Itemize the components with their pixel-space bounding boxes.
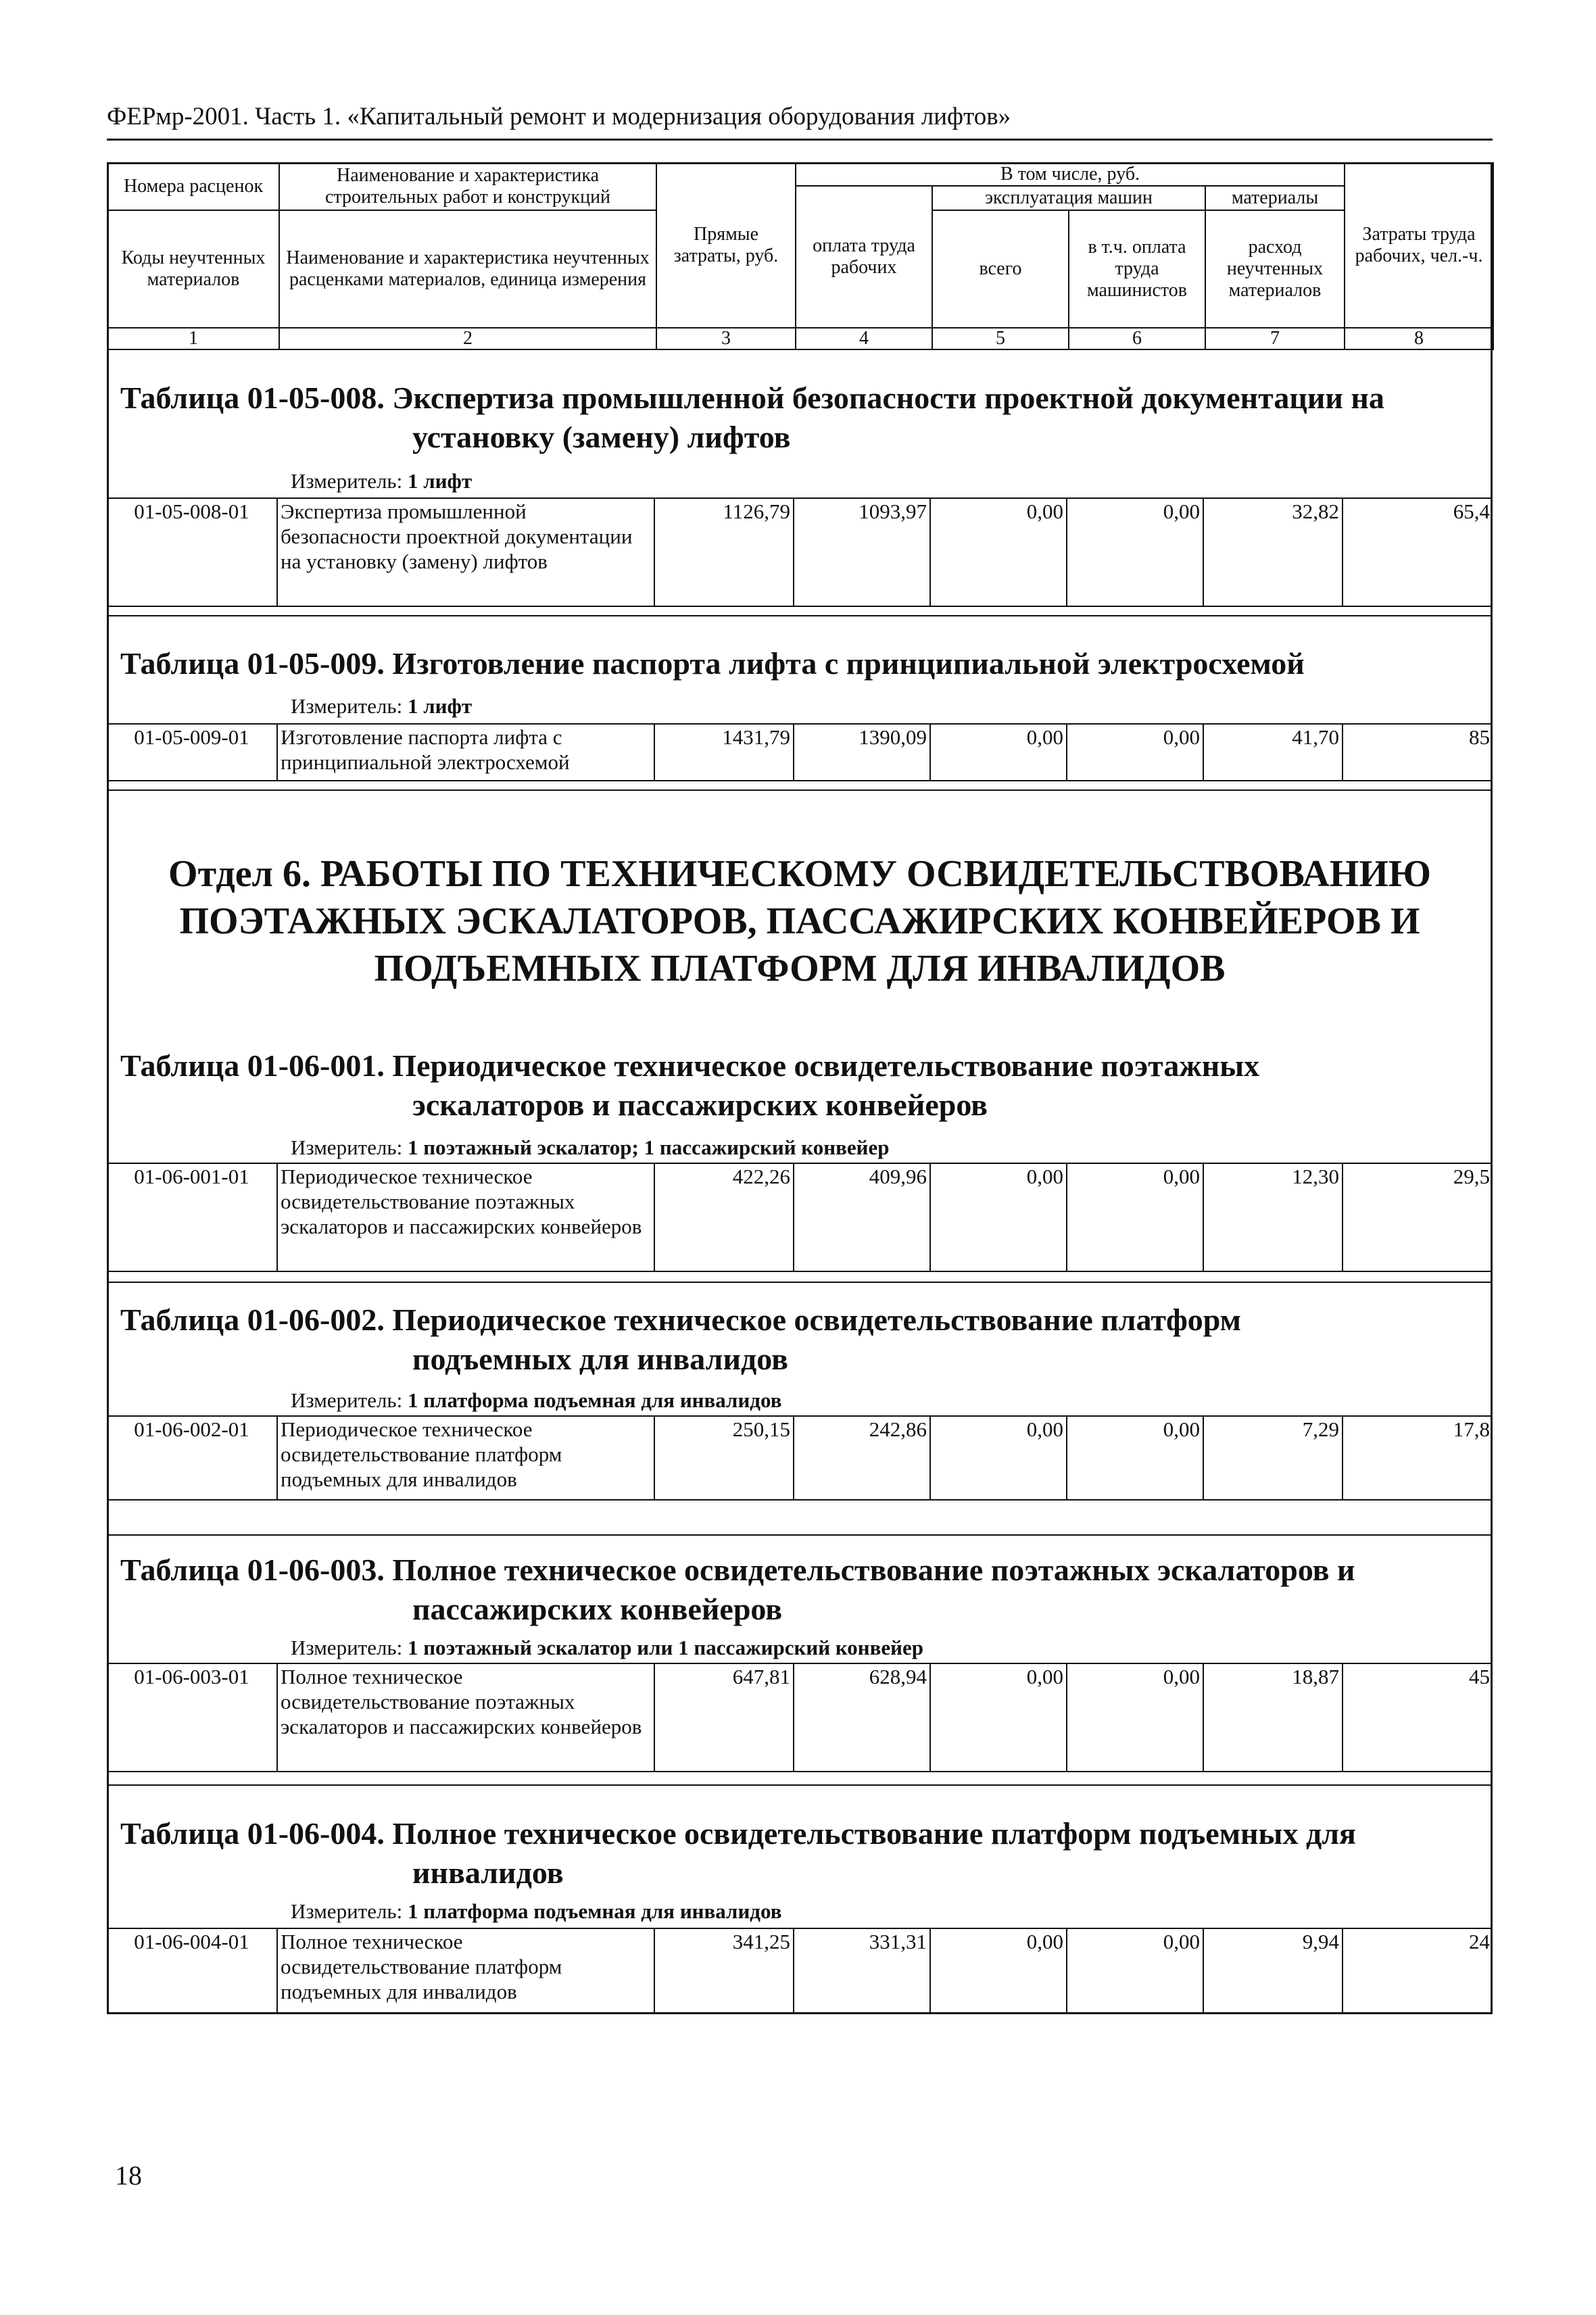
- row-machines-total: 0,00: [930, 498, 1067, 606]
- col8-header: Затраты труда рабочих, чел.-ч.: [1345, 163, 1493, 328]
- materials-header: материалы: [1205, 186, 1345, 210]
- row-machines-total: 0,00: [930, 1663, 1067, 1772]
- row-name: Периодическое техническое освидетельствование поэтажных эскалаторов и пассажирских конвейеров: [277, 1163, 654, 1271]
- separator: [107, 1784, 1493, 1786]
- row-machinists-pay: 0,00: [1067, 1163, 1203, 1271]
- running-header: ФЕРмр-2001. Часть 1. «Капитальный ремонт и модернизация оборудования лифтов»: [107, 103, 1011, 130]
- table-row: [107, 1928, 1493, 2014]
- section-heading: Отдел 6. РАБОТЫ ПО ТЕХНИЧЕСКОМУ ОСВИДЕТЕЛЬСТВОВАНИЮ ПОЭТАЖНЫХ ЭСКАЛАТОРОВ, ПАССАЖИРСКИХ КОНВЕЙЕРОВ И ПОДЪЕМНЫХ ПЛАТФОРМ ДЛЯ ИНВАЛИДОВ: [168, 853, 1431, 990]
- page-number: 18: [115, 2160, 142, 2191]
- measurer: Измеритель: 1 поэтажный эскалатор; 1 пассажирский конвейер: [291, 1136, 890, 1159]
- col1-top-header: Номера расценок: [107, 163, 279, 210]
- table-title: Таблица 01-05-008. Экспертиза промышленной безопасности проектной документации на установку (замену) лифтов: [120, 381, 1384, 454]
- table-title: Таблица 01-06-004. Полное техническое освидетельствование платформ подъемных для инвалидов: [120, 1816, 1356, 1890]
- col-number: 3: [656, 328, 796, 349]
- row-name: Периодическое техническое освидетельствование платформ подъемных для инвалидов: [277, 1416, 654, 1500]
- table-row: [107, 723, 1493, 781]
- row-code: 01-06-004-01: [107, 1928, 277, 2014]
- row-labor-pay: 331,31: [794, 1928, 930, 2014]
- row-labor-pay: 242,86: [794, 1416, 930, 1500]
- measurer: Измеритель: 1 платформа подъемная для инвалидов: [291, 1388, 782, 1412]
- row-name: Полное техническое освидетельствование платформ подъемных для инвалидов: [277, 1928, 654, 2014]
- measurer: Измеритель: 1 лифт: [291, 469, 473, 493]
- table-row: [107, 1163, 1493, 1272]
- row-name: Полное техническое освидетельствование поэтажных эскалаторов и пассажирских конвейеров: [277, 1663, 654, 1772]
- table-title: Таблица 01-06-001. Периодическое техническое освидетельствование поэтажных эскалаторов и пассажирских конвейеров: [120, 1048, 1260, 1122]
- table-row: [107, 1663, 1493, 1772]
- row-direct-cost: 647,81: [654, 1663, 794, 1772]
- col-number: 2: [279, 328, 656, 349]
- row-machines-total: 0,00: [930, 1416, 1067, 1500]
- machines-header: эксплуатация машин: [932, 186, 1205, 210]
- separator: [107, 1534, 1493, 1536]
- row-machines-total: 0,00: [930, 1928, 1067, 2014]
- col-number: 1: [107, 328, 279, 349]
- separator: [107, 1282, 1493, 1283]
- row-machinists-pay: 0,00: [1067, 724, 1203, 781]
- col7-header: расход неучтенных материалов: [1205, 210, 1345, 328]
- header-rule: [107, 139, 1493, 141]
- separator: [107, 615, 1493, 616]
- row-direct-cost: 250,15: [654, 1416, 794, 1500]
- col-number: 8: [1345, 328, 1493, 349]
- row-labor-hours: 29,5: [1343, 1163, 1493, 1271]
- group-header: В том числе, руб.: [796, 163, 1345, 186]
- table-title: Таблица 01-06-002. Периодическое техническое освидетельствование платформ подъемных для инвалидов: [120, 1302, 1241, 1376]
- row-code: 01-05-009-01: [107, 724, 277, 781]
- row-materials: 18,87: [1203, 1663, 1343, 1772]
- col-number: 4: [796, 328, 932, 349]
- row-code: 01-05-008-01: [107, 498, 277, 606]
- row-labor-hours: 45: [1343, 1663, 1493, 1772]
- row-direct-cost: 341,25: [654, 1928, 794, 2014]
- col1-bottom-header: Коды неучтенных материалов: [107, 210, 279, 328]
- row-labor-pay: 409,96: [794, 1163, 930, 1271]
- row-labor-hours: 85: [1343, 724, 1493, 781]
- row-labor-hours: 65,4: [1343, 498, 1493, 606]
- row-machinists-pay: 0,00: [1067, 1416, 1203, 1500]
- row-labor-hours: 24: [1343, 1928, 1493, 2014]
- row-direct-cost: 1126,79: [654, 498, 794, 606]
- col2-top-header: Наименование и характеристика строительных работ и конструкций: [279, 163, 656, 210]
- col5-header: всего: [932, 210, 1069, 328]
- row-materials: 32,82: [1203, 498, 1343, 606]
- row-name: Изготовление паспорта лифта с принципиальной электросхемой: [277, 724, 654, 781]
- row-materials: 9,94: [1203, 1928, 1343, 2014]
- col-number: 5: [932, 328, 1069, 349]
- row-direct-cost: 422,26: [654, 1163, 794, 1271]
- separator: [107, 789, 1493, 791]
- table-row: [107, 497, 1493, 607]
- row-materials: 7,29: [1203, 1416, 1343, 1500]
- row-machinists-pay: 0,00: [1067, 1663, 1203, 1772]
- row-labor-hours: 17,8: [1343, 1416, 1493, 1500]
- measurer: Измеритель: 1 платформа подъемная для инвалидов: [291, 1899, 782, 1923]
- row-name: Экспертиза промышленной безопасности проектной документации на установку (замену) лифтов: [277, 498, 654, 606]
- col4-header: оплата труда рабочих: [796, 186, 932, 328]
- col3-header: Прямые затраты, руб.: [656, 163, 796, 328]
- table-title: Таблица 01-05-009. Изготовление паспорта лифта с принципиальной электросхемой: [120, 646, 1305, 681]
- row-code: 01-06-003-01: [107, 1663, 277, 1772]
- col2-bottom-header: Наименование и характеристика неучтенных расценками материалов, единица измерения: [279, 210, 656, 328]
- col-number: 6: [1069, 328, 1205, 349]
- col6-header: в т.ч. оплата труда машинистов: [1069, 210, 1205, 328]
- measurer: Измеритель: 1 лифт: [291, 694, 473, 718]
- row-code: 01-06-002-01: [107, 1416, 277, 1500]
- col-number: 7: [1205, 328, 1345, 349]
- row-machines-total: 0,00: [930, 724, 1067, 781]
- row-machinists-pay: 0,00: [1067, 498, 1203, 606]
- row-machinists-pay: 0,00: [1067, 1928, 1203, 2014]
- measurer: Измеритель: 1 поэтажный эскалатор или 1 пассажирский конвейер: [291, 1636, 924, 1659]
- row-materials: 12,30: [1203, 1163, 1343, 1271]
- row-materials: 41,70: [1203, 724, 1343, 781]
- column-header-table: [107, 162, 1494, 350]
- row-direct-cost: 1431,79: [654, 724, 794, 781]
- row-machines-total: 0,00: [930, 1163, 1067, 1271]
- row-labor-pay: 1093,97: [794, 498, 930, 606]
- row-labor-pay: 628,94: [794, 1663, 930, 1772]
- table-title: Таблица 01-06-003. Полное техническое освидетельствование поэтажных эскалаторов и пассажирских конвейеров: [120, 1553, 1355, 1626]
- row-code: 01-06-001-01: [107, 1163, 277, 1271]
- table-row: [107, 1415, 1493, 1501]
- row-labor-pay: 1390,09: [794, 724, 930, 781]
